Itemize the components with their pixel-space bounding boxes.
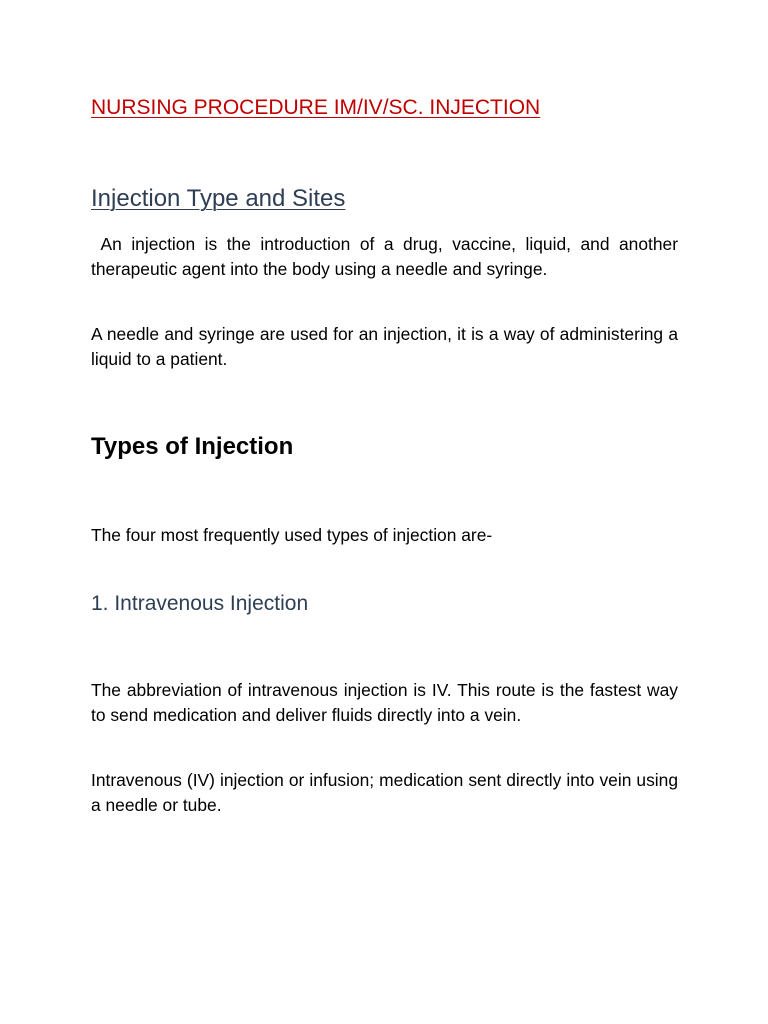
types-intro-paragraph: The four most frequently used types of injection are- (91, 525, 493, 545)
intro-paragraph: An injection is the introduction of a drug, vaccine, liquid, and another therapeutic agent into the body using a needle and syringe. (91, 234, 683, 279)
intravenous-injection-heading: 1. Intravenous Injection (91, 592, 309, 615)
document-page (91, 0, 683, 1024)
iv-infusion-paragraph: Intravenous (IV) injection or infusion; medication sent directly into vein using a needle or tube. (91, 770, 678, 815)
section-title-injection-type-and-sites: Injection Type and Sites (91, 185, 346, 212)
types-of-injection-heading: Types of Injection (91, 433, 294, 460)
iv-abbreviation-paragraph: The abbreviation of intravenous injection is IV. This route is the fastest way to send medication and deliver fluids directly into a vein. (91, 680, 678, 725)
document-title: NURSING PROCEDURE IM/IV/SC. INJECTION (91, 96, 541, 119)
needle-syringe-paragraph: A needle and syringe are used for an injection, it is a way of administering a liquid to a patient. (91, 324, 678, 369)
